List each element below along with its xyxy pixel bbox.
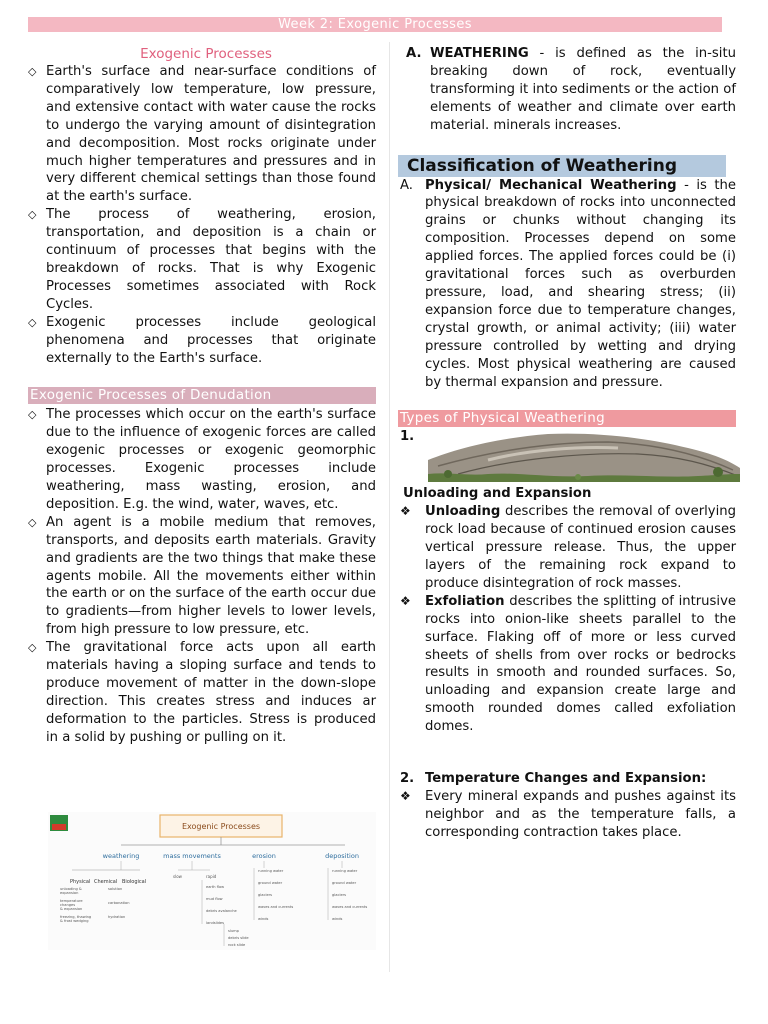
- deposition-item-4: waves and currents: [332, 905, 368, 909]
- item-1-title: Unloading and Expansion: [403, 486, 592, 502]
- rapid-item-4: landslides: [206, 921, 224, 925]
- weathering-term: WEATHERING: [430, 46, 529, 61]
- left-column: [28, 45, 376, 747]
- unloading-term: Unloading: [425, 504, 501, 520]
- erosion-item-5: winds: [258, 917, 269, 921]
- deposition-item-5: winds: [332, 917, 343, 921]
- erosion-item-4: waves and currents: [258, 905, 294, 909]
- physical-item-3: temperature: [60, 899, 83, 903]
- denudation-heading: Exogenic Processes of Denudation: [28, 387, 376, 404]
- erosion-item-2: ground water: [258, 881, 283, 885]
- physical-item-2: expansion: [60, 891, 79, 895]
- rapid-item-1: earth flow: [206, 885, 225, 889]
- denudation-bullet-2: ◇ An agent is a mobile medium that removes, transports, and deposits earth materials. Gravity and gradients are the two things that make these agents mobile. All the movements either within the earth or on the surface of the earth occur due to gradients—from higher levels to lower levels, from high pressure to low pressure, etc.: [28, 514, 376, 639]
- intro-bullet-2: ◇ The process of weathering, erosion, transportation, and deposition is a chain or continuum of processes that begins with the breakdown of rocks. That is why Exogenic Processes sometimes associated with Rock Cycles.: [28, 206, 376, 313]
- unloading-def: describes the removal of overlying rock load because of continued erosion causes vertical pressure release. Thus, the upper layers of the remaining rock expand to produce disintegration of rock masses.: [425, 504, 736, 591]
- branch-erosion: erosion: [252, 852, 276, 860]
- exfoliation-def: describes the splitting of intrusive rocks into onion-like sheets parallel to the surface. Flaking off of more or less curved sheets of shells from over rocks or bedrocks results in smooth and rounded surfaces. So, unloading and expansion create large and smooth rounded domes called exfoliation domes.: [425, 593, 736, 735]
- mass-rapid: rapid: [206, 874, 217, 879]
- page-title-banner: Week 2: Exogenic Processes: [28, 17, 722, 32]
- branch-deposition: deposition: [325, 852, 359, 860]
- chemical-item-2: carbonation: [108, 901, 130, 905]
- weathering-letter: A.: [406, 46, 422, 61]
- node-physical: Physical: [70, 879, 91, 885]
- physical-item-4: changes: [60, 903, 76, 907]
- physical-letter: A.: [400, 177, 413, 193]
- classification-heading: Classification of Weathering: [398, 155, 726, 177]
- root-label: Exogenic Processes: [181, 822, 261, 831]
- right-column: [398, 45, 736, 842]
- unloading-bullet: [398, 503, 736, 593]
- intro-bullet-3: ◇ Exogenic processes include geological phenomena and processes that originate externally to the Earth's surface.: [28, 314, 376, 368]
- denudation-bullet-list: [28, 406, 376, 746]
- erosion-item-3: glaciers: [258, 893, 273, 897]
- denudation-bullet-1: ◇ The processes which occur on the earth's surface due to the influence of exogenic forces are called exogenic processes or exogenic geomorphic processes. Exogenic processes include weathering, mass wasting, erosion, and deposition. E.g. the wind, water, waves, etc.: [28, 406, 376, 513]
- node-biological: Biological: [122, 879, 147, 885]
- item-2-title: Temperature Changes and Expansion:: [425, 771, 707, 787]
- deposition-item-2: ground water: [332, 881, 357, 885]
- exfoliation-term: Exfoliation: [425, 593, 505, 609]
- temperature-bullet-list: [398, 788, 736, 842]
- rapid-item-7: rock slide: [228, 943, 246, 947]
- chemical-item-3: hydration: [108, 915, 126, 919]
- physical-def-text: - is the physical breakdown of rocks into unconnected grains or chunks without changing its composition. Processes depend on some applied forces. The applied forces could be (i) gravitational forces such as overburden pressure, load, and shearing stress; (ii) expansion force due to temperature changes, crystal growth, or animal activity; (iii) water pressure controlled by wetting and drying cycles. Most physical weathering are caused by thermal expansion and pressure.: [425, 177, 737, 390]
- exogenic-processes-subtitle: Exogenic Processes: [140, 46, 272, 62]
- item-1-number: 1.: [400, 429, 415, 445]
- physical-term: Physical/ Mechanical Weathering: [425, 177, 677, 193]
- column-divider: [389, 42, 390, 972]
- exfoliation-bullet: [398, 593, 736, 736]
- rapid-item-2: mud flow: [206, 897, 223, 901]
- mass-slow: slow: [173, 874, 182, 879]
- physical-item-1: unloading &: [60, 887, 82, 891]
- branch-mass-movements: mass movements: [163, 852, 221, 860]
- physical-item-7: & frost wedging: [60, 919, 89, 923]
- deposition-item-1: running water: [332, 869, 358, 873]
- weathering-definition: [398, 45, 736, 135]
- item-2-title-row: [398, 770, 736, 788]
- rapid-item-6: debris slide: [228, 936, 249, 940]
- intro-bullet-1: ◇ Earth's surface and near-surface conditions of comparatively low temperature, low pressure, and extensive contact with water cause the rocks to undergo the varying amount of disintegration and decomposition. Most rocks originate under much higher temperatures and pressures and in very different chemical settings than those found at the earth's surface.: [28, 63, 376, 206]
- exfoliation-dome-image: [428, 430, 740, 482]
- physical-item-6: freezing, thawing: [60, 915, 92, 919]
- physical-item-5: & expansion: [60, 907, 83, 911]
- unloading-bullet-list: [398, 503, 736, 736]
- branch-weathering: weathering: [102, 852, 140, 860]
- exogenic-processes-chart: [48, 812, 376, 950]
- temperature-bullet: ❖ Every mineral expands and pushes against its neighbor and as the temperature falls, a corresponding contraction takes place.: [398, 788, 736, 842]
- intro-bullet-list: [28, 63, 376, 367]
- weathering-def-text: - is defined as the in-situ breaking down of rock, eventually transforming it into sediments or the action of elements of weather and climate over earth material. minerals increases.: [430, 46, 736, 133]
- types-heading: Types of Physical Weathering: [398, 410, 736, 427]
- physical-weathering-definition: [398, 177, 736, 392]
- erosion-item-1: running water: [258, 869, 284, 873]
- item-2-number: 2.: [400, 771, 415, 787]
- node-chemical: Chemical: [94, 879, 118, 885]
- rapid-item-3: debris avalanche: [206, 909, 237, 913]
- deposition-item-3: glaciers: [332, 893, 347, 897]
- chemical-item-1: solution: [108, 887, 123, 891]
- rapid-item-5: slump: [228, 929, 239, 933]
- denudation-bullet-3: ◇ The gravitational force acts upon all earth materials having a sloping surface and tends to produce movement of matter in the down-slope direction. This creates stress and induces ar deformation to the particles. Stress is produced in a solid by pushing or pulling on it.: [28, 639, 376, 746]
- logo-badge-stripe: [52, 824, 66, 830]
